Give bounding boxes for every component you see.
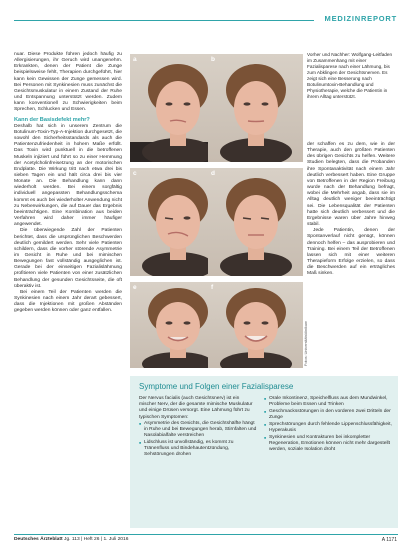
photo-letter: b <box>211 56 215 63</box>
footer-rule <box>14 534 398 535</box>
patient-photo-b <box>208 54 303 162</box>
section-label: MEDIZINREPORT <box>324 14 397 23</box>
list-item: ■ Synkinesien und Kontrakturen bei inkompletter Regeneration, Emotionen können nicht mehr dargestellt werden, soziale Isolation droht <box>264 435 392 454</box>
left-column <box>14 52 122 315</box>
footer-issue: Jg. 113 | Heft 26 | 1. Juli 2016 <box>64 537 129 542</box>
info-box-column-2 <box>264 396 392 454</box>
photo-letter: c <box>133 170 137 177</box>
right-column <box>307 142 395 277</box>
photo-letter: d <box>211 170 215 177</box>
footer-page-number: A 1171 <box>381 537 397 543</box>
left-subhead: Kann der Basisdefekt mehr? <box>14 116 90 123</box>
patient-photo-f <box>208 282 303 368</box>
info-box-intro: Der Nervus facialis (auch Gesichtsnerv) ist ein mischer Nerv, der die gesamte mimische Muskulatur und einige Drüsen versorgt. Eine Lähmung führt zu typischen Symptomen: <box>139 396 253 420</box>
footer-journal: Deutsches Ärzteblatt <box>14 537 63 542</box>
info-box-list-2 <box>264 396 392 453</box>
left-paragraph-2: Deshalb hat sich in unserem Zentrum die Botulinum-Toxin-Typ-A-Injektion durchgesetzt, die sowohl den Sicherheitsstandards als auch die Patientenzufriedenheit in hohem Maße erfüllt. Das Toxin wird punktuell in die betroffenen Muskeln injiziert und führt so zu einer Hemmung der Acetylcholinfreisetzung an der motorischen Endplatte. Die Wirkung tritt nach etwa drei bis sieben Tagen ein und hält circa drei bis vier Monate an. Die Behandlung kann dann wiederholt werden. Bei einem sorgfältig individuell angepassten Behandlungsschema kommt es auch bei wiederholter Anwendung nicht zu Nebenwirkungen, die auf Dauer das Ergebnis beeinträchtigen. Eine Kombination aus beiden Verfahren wird daher immer häufiger angewendet. <box>14 123 122 228</box>
photo-credit: Fotos: Universitätsklinikum <box>304 320 308 366</box>
patient-photo-d <box>208 168 303 276</box>
left-paragraph-4: Bei einem Teil der Patienten werden die Synkinesien nach einem Jahr derart gebessert, dass die Injektionen mit großen Abständen gegeben werden können oder ganz entfallen. <box>14 289 122 314</box>
photo-letter: a <box>133 56 137 63</box>
left-paragraph-1: nuar. Diese Produkte führen jedoch häufig zu Allergisierungen, ihr Geruch wird unangenehm. Erkrankten, denen der Patient die Zunge beispielsweise fehlt, Therapien durchgeführt, hier kann kein Gewissen der Zunge gemessen wird. Bei Personen mit Synkinesien muss zunächst die Gesichtsmuskulatur in einem Zustand der Ruhe und Entspannung unterstützt werden. Zudem kann konventionell zu Schwierigkeiten beim Sprechen, Schlucken und Essen. <box>14 52 122 113</box>
list-item: ■ Sprechstörungen durch fehlende Lippenschlussfähigkeit, Hyperakusis <box>264 422 392 434</box>
left-paragraph-3: Die überwiegende Zahl der Patienten berichtet, dass die ursprünglichen Beschwerden deutlich gemildert werden. Sehr viele Patienten schildern, dass die vorher störende Asymmetrie im Gesicht in Ruhe und bei mimischen Bewegungen fast vollständig ausgeglichen ist. Gerade bei der einseitigen Fazialislähmung profitieren viele Patienten von einer zusätzlichen Behandlung der gesunden Gesichtsseite, die oft überaktiv ist. <box>14 228 122 289</box>
figure-caption: Vorher und Nachher: Wolfgang-Leitfaden im Zusammenhang mit einer Fazialisparese nach einer Lähmung, bis zum Abklingen der Gesichtsnerven. Es zeigt sich eine Besserung nach Botulinumtoxin-Behandlung und Physiotherapie, welche die Patientin in ihrem Alltag unterstützt. <box>307 52 393 99</box>
photo-letter: f <box>211 284 214 291</box>
info-box-title: Symptome und Folgen einer Fazialisparese <box>139 382 294 391</box>
list-item: ■ Orale Inkontinenz, Speichelfluss aus dem Mundwinkel, Probleme beim Essen und Trinken <box>264 396 392 408</box>
list-item: ■ Asymmetrie des Gesichts, die Gesichtshälfte hängt in Ruhe und bei Bewegungen herab, Stirnfalten und Nasolabialfalte verstreichen <box>139 421 257 440</box>
right-paragraph-2: Jede Patientin, denen der Spontanverlauf nicht genügt, können dennoch helfen – das ausprobieren und Training. Bei einem Teil der Betroffenen lassen sich mit einer weiteren Therapieform Erfolge erzielen, so dass die Beschwerden auf ein erträgliches Maß sinken. <box>307 228 395 277</box>
photo-letter: e <box>133 284 137 291</box>
info-box-list-1 <box>139 421 257 459</box>
header-rule <box>14 20 314 21</box>
right-paragraph-1: der schaffen es zu dem, wie in der Therapie, auch den größten Patienten des übrigen Gesichts zu helfen. Weitere Studien belegten, dass die Probanden ihre Spontanaktivität nach einem Jahr deutlich verbessert haben. Eine Gruppe von Betroffenen in der Region Freiburg wurde nach der Behandlung befragt, wobei die Mehrheit angab, dass sie im Alltag deutlich weniger beeinträchtigt sei. Die Lebensqualität der Patienten hatte sich deutlich verbessert und die Ergebnisse waren über Jahre hinweg stabil. <box>307 142 395 228</box>
footer-citation <box>14 537 128 542</box>
list-item: ■ Geschmacksstörungen in den vorderen zwei Dritteln der Zunge <box>264 409 392 421</box>
list-item: ■ Lidschluss ist unvollständig, es kommt zu Tränenfluss und Bindehautentzündung, Sehstörungen drohen <box>139 440 257 459</box>
info-box-column-1 <box>139 396 257 459</box>
